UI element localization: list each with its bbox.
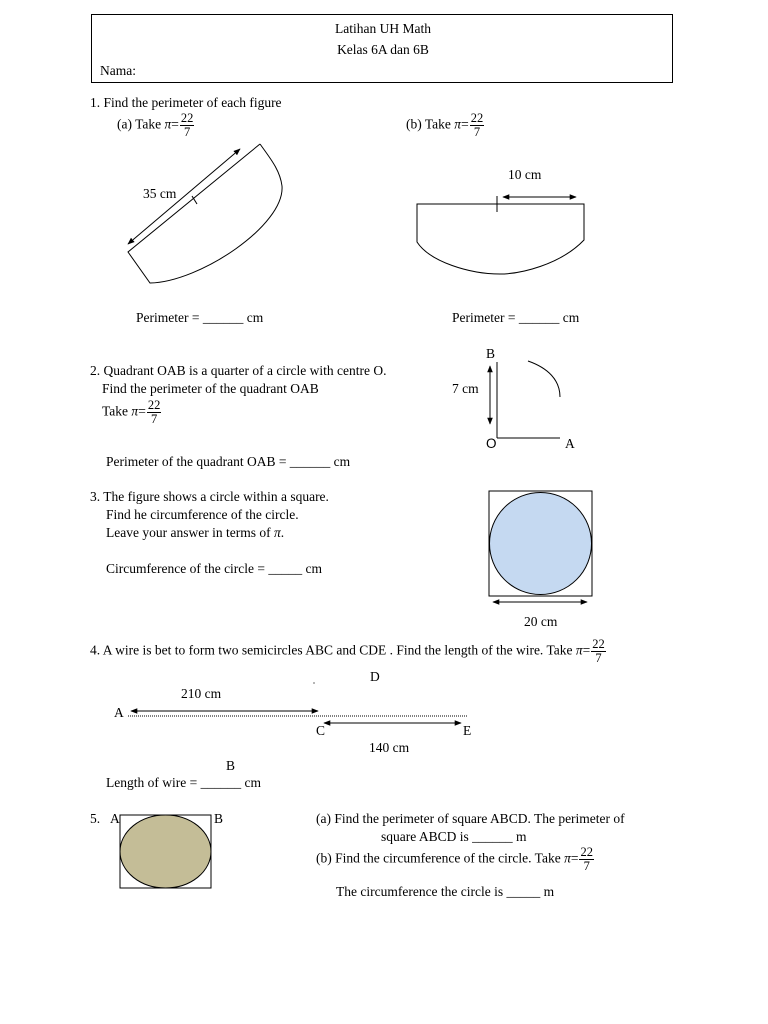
q1b-take-label: (b) Take (406, 116, 451, 132)
q4-label-c: C (316, 723, 326, 738)
q1a-take-label: (a) Take (117, 116, 162, 132)
q5-label-b: B (214, 811, 224, 826)
q5a-line2: square ABCD is ______ m (381, 829, 527, 844)
fraction-denominator: 7 (184, 125, 191, 140)
q3-line2: Find he circumference of the circle. (106, 507, 299, 522)
q2-line1: 2. Quadrant OAB is a quarter of a circle with centre O. (90, 363, 387, 378)
name-label: Nama: (100, 63, 136, 78)
fraction-numerator: 22 (592, 637, 605, 651)
fraction-denominator: 7 (583, 859, 590, 874)
equals-sign: = (582, 642, 591, 658)
q4-label-e: E (463, 723, 472, 738)
q1b-answer: Perimeter = ______ cm (452, 310, 580, 325)
pi-symbol: π (454, 116, 462, 132)
pi-symbol: π (575, 642, 583, 658)
q2-label-a: A (565, 436, 575, 451)
q2-take-label: Take (102, 403, 129, 419)
q4-prompt-text: 4. A wire is bet to form two semicircles ABC and CDE . Find the length of the wire. Take (90, 642, 573, 658)
q1b-length: 10 cm (508, 167, 542, 182)
q5-number: 5. (90, 811, 101, 826)
worksheet-title: Latihan UH Math (335, 21, 431, 36)
q1a-length: 35 cm (143, 186, 177, 201)
equals-sign: = (461, 116, 469, 132)
q1a-answer: Perimeter = ______ cm (136, 310, 264, 325)
q5-label-a: A (110, 811, 120, 826)
q5b-answer: The circumference the circle is _____ m (336, 884, 555, 899)
q4-answer: Length of wire = ______ cm (106, 775, 261, 790)
q5b-prompt (316, 846, 594, 873)
fraction-denominator: 7 (150, 412, 158, 427)
pi-symbol: π (273, 525, 281, 540)
q3-line3-suffix: . (280, 525, 285, 540)
pi-symbol: π (564, 850, 571, 866)
q2-label-b: B (486, 346, 496, 361)
fraction-numerator: 22 (180, 111, 194, 125)
equals-sign: = (138, 403, 146, 419)
q2-line2: Find the perimeter of the quadrant OAB (102, 381, 319, 396)
fraction-denominator: 7 (473, 125, 481, 140)
fraction-denominator: 7 (595, 651, 602, 666)
q2-length: 7 cm (452, 381, 479, 396)
q4-label-d: D (370, 669, 380, 684)
equals-sign: = (570, 850, 579, 866)
pi-fraction (579, 846, 594, 873)
equals-sign: = (171, 116, 179, 132)
q4-label-b: B (226, 758, 236, 773)
q4-length1: 210 cm (181, 686, 222, 701)
ellipse-5 (120, 815, 211, 888)
q5a-line1: (a) Find the perimeter of square ABCD. The perimeter of (316, 811, 625, 826)
fraction-numerator: 22 (580, 845, 593, 859)
fraction-numerator: 22 (470, 111, 484, 125)
q3-length: 20 cm (524, 614, 558, 629)
q3-line3-prefix: Leave your answer in terms of (106, 525, 271, 540)
q2-label-o: O (486, 436, 497, 451)
q3-line1: 3. The figure shows a circle within a square. (90, 489, 329, 504)
pi-symbol: π (164, 116, 172, 132)
class-line: Kelas 6A dan 6B (337, 42, 429, 57)
q2-answer: Perimeter of the quadrant OAB = ______ cm (106, 454, 351, 469)
fraction-numerator: 22 (147, 398, 161, 412)
q5b-prefix: (b) Find the circumference of the circle. Take (316, 850, 561, 866)
q4-length2: 140 cm (369, 740, 410, 755)
pi-symbol: π (131, 403, 139, 419)
q4-label-a: A (114, 705, 124, 720)
q1-prompt: 1. Find the perimeter of each figure (90, 95, 282, 110)
q3-answer: Circumference of the circle = _____ cm (106, 561, 323, 576)
